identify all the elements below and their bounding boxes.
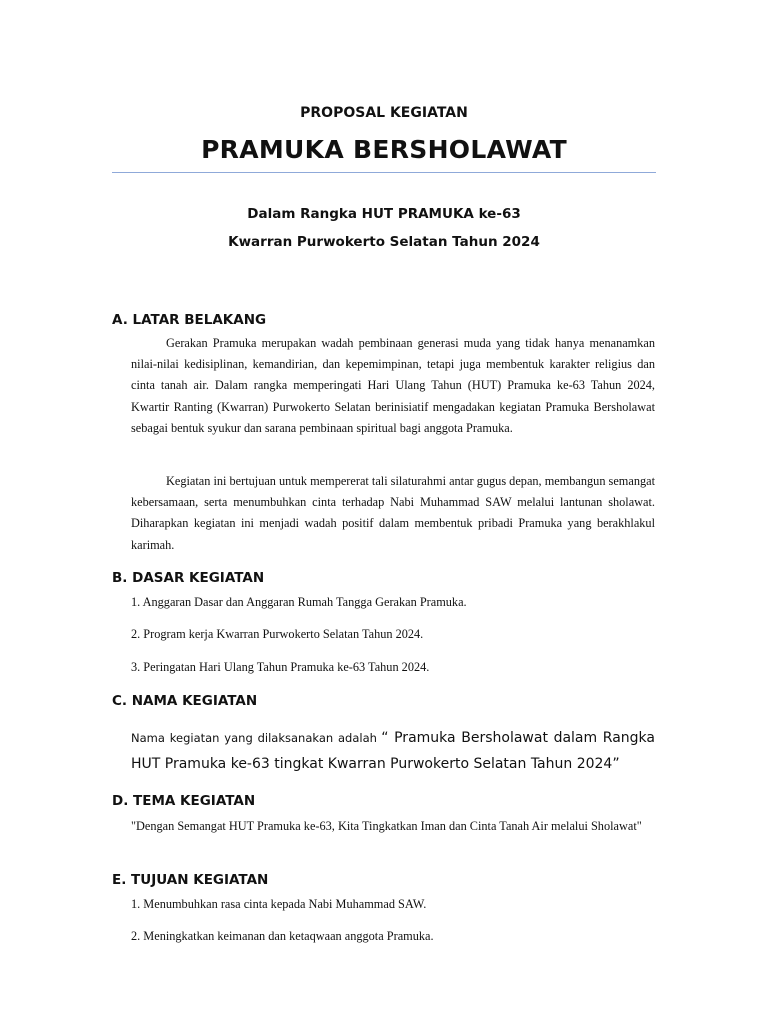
section-e-heading: E. TUJUAN KEGIATAN — [112, 872, 269, 888]
section-c-lead: Nama kegiatan yang dilaksanakan adalah — [131, 731, 377, 745]
title-underline — [112, 172, 656, 173]
subtitle-organizer: Kwarran Purwokerto Selatan Tahun 2024 — [228, 234, 540, 250]
section-a-paragraph-2: Kegiatan ini bertujuan untuk mempererat tali silaturahmi antar gugus depan, membangun semangat kebersamaan, serta menumbuhkan cinta terhadap Nabi Muhammad SAW melalui lantunan sholawat. Diharapkan kegiatan ini menjadi wadah positif dalam membentuk pribadi Pramuka yang berakhlakul karimah. — [131, 474, 655, 552]
section-b-item-2: 2. Program kerja Kwarran Purwokerto Selatan Tahun 2024. — [131, 627, 424, 641]
section-c-heading: C. NAMA KEGIATAN — [112, 693, 258, 709]
section-e-item-1: 1. Menumbuhkan rasa cinta kepada Nabi Muhammad SAW. — [131, 897, 427, 911]
section-d-heading: D. TEMA KEGIATAN — [112, 793, 256, 809]
section-c-event-name: “ Pramuka Bersholawat dalam Rangka HUT Pramuka ke-63 tingkat Kwarran Purwokerto Selatan Tahun 2024” — [131, 730, 655, 772]
section-a-heading: A. LATAR BELAKANG — [112, 312, 267, 328]
section-b-item-1: 1. Anggaran Dasar dan Anggaran Rumah Tangga Gerakan Pramuka. — [131, 595, 467, 609]
section-c-paragraph — [131, 725, 655, 777]
subtitle-event: Dalam Rangka HUT PRAMUKA ke-63 — [247, 206, 521, 222]
section-a-paragraph-1: Gerakan Pramuka merupakan wadah pembinaan generasi muda yang tidak hanya menanamkan nilai-nilai kedisiplinan, kemandirian, dan kepemimpinan, tetapi juga membentuk karakter religius dan cinta tanah air. Dalam rangka memperingati Hari Ulang Tahun (HUT) Pramuka ke-63 Tahun 2024, Kwartir Ranting (Kwarran) Purwokerto Selatan berinisiatif mengadakan kegiatan Pramuka Bersholawat sebagai bentuk syukur dan sarana pembinaan spiritual bagi anggota Pramuka. — [131, 336, 655, 435]
section-b-item-3: 3. Peringatan Hari Ulang Tahun Pramuka ke-63 Tahun 2024. — [131, 660, 430, 674]
document-title: PRAMUKA BERSHOLAWAT — [201, 135, 567, 164]
section-e-item-2: 2. Meningkatkan keimanan dan ketaqwaan anggota Pramuka. — [131, 929, 434, 943]
document-kicker: PROPOSAL KEGIATAN — [300, 105, 468, 121]
section-d-theme: "Dengan Semangat HUT Pramuka ke-63, Kita Tingkatkan Iman dan Cinta Tanah Air melalui Sholawat" — [131, 819, 642, 833]
section-b-heading: B. DASAR KEGIATAN — [112, 570, 265, 586]
